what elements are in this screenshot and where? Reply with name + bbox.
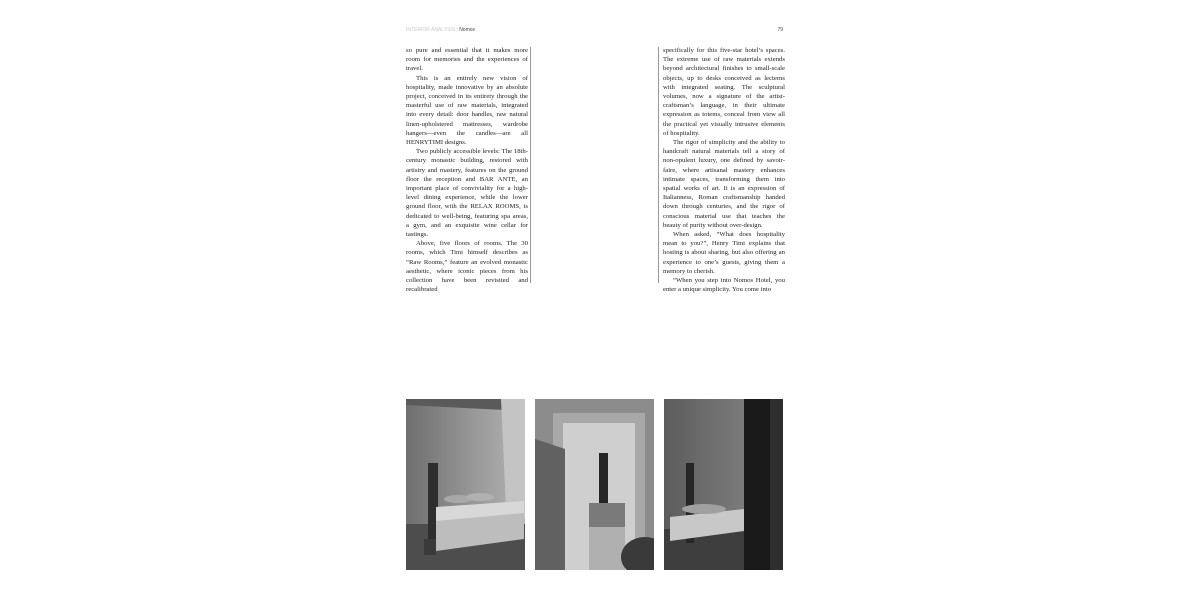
bed-panel-image — [664, 399, 783, 570]
bedroom-image — [406, 399, 525, 570]
column-rule-left — [530, 47, 531, 283]
paragraph: “When you step into Nomos Hotel, you enter a unique simplicity. You come into — [663, 277, 785, 294]
running-header — [406, 25, 783, 35]
paragraph: Above, five floors of rooms. The 30 rooms, which Timi himself describes as “Raw Rooms,” feature an evolved monastic aesthetic, where iconic pieces from his collection have been revisited and recalibrated — [406, 240, 528, 294]
paragraph: The rigor of simplicity and the ability to handcraft natural materials tell a story of non-opulent luxury, one defined by savoir-faire, where artisanal mastery enhances intimate spaces, transforming them into spatial works of art. It is an expression of Italianness, Roman craftsmanship handed down through centuries, and the rigor of conscious material use that teaches the beauty of purity without over-design. — [663, 139, 785, 229]
paragraph: specifically for this five-star hotel’s spaces. The extreme use of raw materials extends beyond architectural finishes to small-scale objects, up to desks conceived as lecterns with integrated seating. The sculptural volumes, now a signature of the artist-craftsman’s language, in their ultimate expression as totems, conceal from view all the practical yet visually intrusive elements of hospitality. — [663, 47, 785, 137]
photo-bed-panel — [664, 399, 783, 570]
left-text-column — [406, 46, 528, 294]
doorway-image — [535, 399, 654, 570]
header-title: Nomos — [459, 27, 476, 33]
page-number: 79 — [777, 27, 783, 33]
paragraph: Two publicly accessible levels: The 18th-century monastic building, restored with artistry and mastery, features on the ground floor the reception and BAR ANTE, an important place of conviviality for a high-level dining experience, while the lower ground floor, with the RELAX ROOMS, is dedicated to well-being, featuring spa areas, a gym, and an exquisite wine cellar for tastings. — [406, 148, 528, 239]
photo-doorway — [535, 399, 654, 570]
header-separator: | — [456, 27, 458, 33]
paragraph: This is an entirely new vision of hospitality, made innovative by an absolute project, conceived in its entirety through the masterful use of raw materials, integrated into every detail: door handles, raw natural linen-upholstered mattresses, wardrobe hangers—even the candles—are all HENRYTIMI designs. — [406, 74, 528, 147]
right-text-column — [663, 46, 785, 294]
column-rule-right — [658, 47, 659, 283]
paragraph: so pure and essential that it makes more room for memories and the experiences of travel. — [406, 47, 528, 73]
paragraph: When asked, “What does hospitality mean to you?”, Henry Timi explains that hosting is about sharing, but also offering an experience to one’s guests, giving them a memory to cherish. — [663, 231, 785, 275]
photo-bedroom — [406, 399, 525, 570]
section-label: INTERIOR ANALYSIS — [406, 27, 456, 33]
